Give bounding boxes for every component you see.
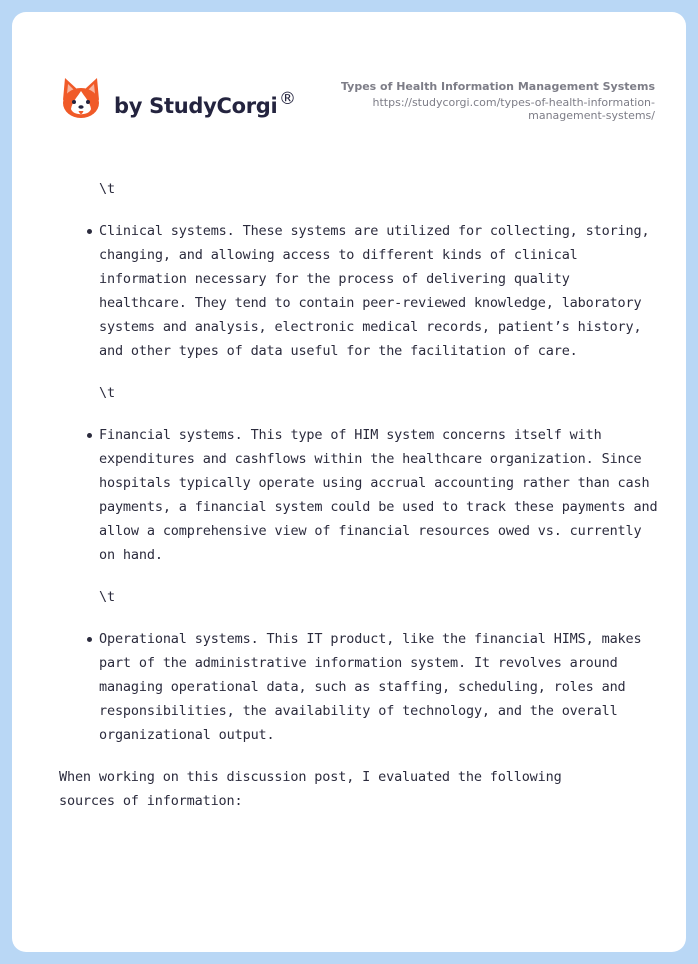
document-url[interactable]: [335, 96, 655, 122]
page-header: [12, 12, 686, 142]
document-url-line-1[interactable]: https://studycorgi.com/types-of-health-information-: [372, 96, 655, 109]
brand-name: by StudyCorgi: [114, 94, 278, 118]
document-info: [335, 80, 655, 122]
document-page: [12, 12, 686, 952]
tab-marker: \t: [99, 385, 115, 401]
list-item-operational-systems: Operational systems. This IT product, like the financial HIMS, makes part of the administrative information system. It revolves around managing operational data, such as staffing, scheduling, roles and responsibilities, the availability of technology, and the overall organizational output.: [99, 627, 659, 747]
document-title: Types of Health Information Management Systems: [340, 80, 655, 93]
list-item-financial-systems: Financial systems. This type of HIM system concerns itself with expenditures and cashflows within the healthcare organization. Since hospitals typically operate using accrual accounting rather than cash payments, a financial system could be used to track these payments and allow a comprehensive view of financial resources owed vs. currently on hand.: [99, 423, 659, 567]
studycorgi-logo[interactable]: [60, 76, 305, 126]
document-url-line-2[interactable]: management-systems/: [528, 109, 655, 122]
closing-paragraph: When working on this discussion post, I evaluated the following sources of information:: [59, 769, 562, 809]
list-item-clinical-systems: Clinical systems. These systems are utilized for collecting, storing, changing, and allowing access to different kinds of clinical information necessary for the process of delivering quality healthcare. They tend to contain peer-reviewed knowledge, laboratory systems and analysis, electronic medical records, patient’s history, and other types of data useful for the facilitation of care.: [99, 219, 659, 363]
tab-marker: \t: [99, 181, 115, 197]
tab-marker: \t: [99, 589, 115, 605]
registered-mark: ®: [279, 89, 296, 109]
document-body: [59, 177, 659, 813]
corgi-icon: [60, 76, 102, 122]
